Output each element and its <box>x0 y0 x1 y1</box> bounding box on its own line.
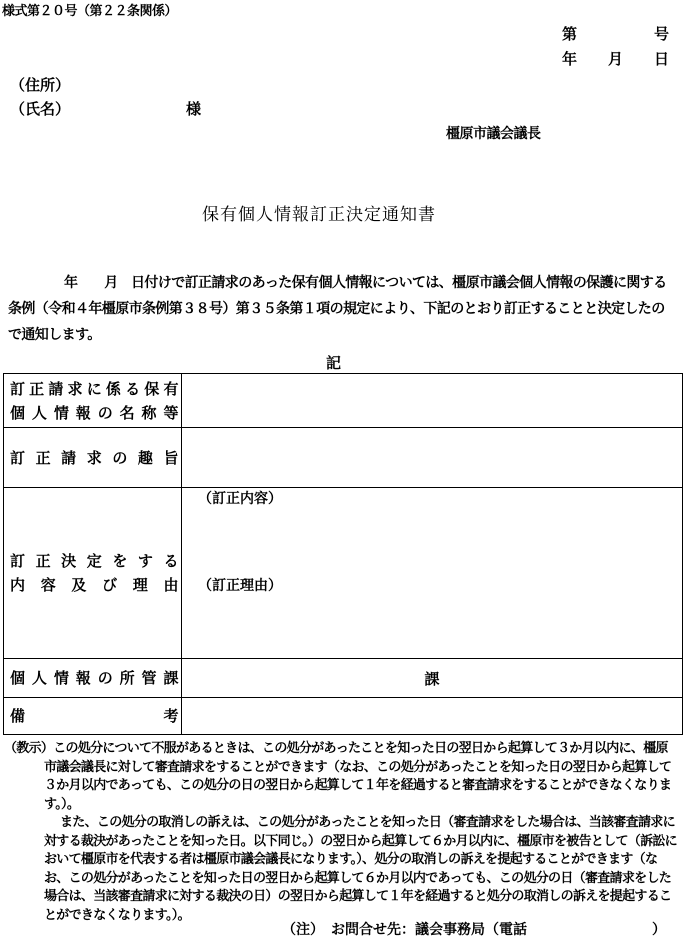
row4-value-cell[interactable] <box>182 659 683 698</box>
table-row <box>4 374 683 428</box>
body-text: 年 月 日付けで訂正請求のあった保有個人情報については、橿原市議会個人情報の保護に関する条例（令和４年橿原市条例第３８号）第３５条第１項の規定により、下記のとおり訂正することと決定したので通知します。 <box>8 275 667 343</box>
contact-footer-close: ） <box>652 922 666 938</box>
ki-marker: 記 <box>326 354 342 372</box>
recipient-address-label: （住所） <box>10 76 71 94</box>
row5-value-cell[interactable] <box>182 698 683 735</box>
document-number-label: 第 <box>562 25 578 43</box>
row1-value-cell[interactable] <box>182 374 683 428</box>
correction-reason-label: （訂正理由） <box>198 578 282 594</box>
table-row <box>4 698 683 735</box>
row4-label-cell <box>4 659 182 698</box>
row5-label: 備 考 <box>10 707 179 725</box>
correction-content-label: （訂正内容） <box>198 491 282 507</box>
table-row <box>4 488 683 659</box>
document-number-suffix: 号 <box>654 25 670 43</box>
table-row <box>4 659 683 698</box>
row1-label-line1: 訂正請求に係る保有 <box>10 379 179 398</box>
row2-label-cell <box>4 428 182 488</box>
instruction-paragraph-2: また、この処分の取消しの訴えは、この処分があったことを知った日（審査請求をした場合は、当該審査請求に対する裁決があったことを知った日。以下同じ。）の翌日から起算して６か月以内に、橿原市を被告として（訴訟において橿原市を代表する者は橿原市議会議長になります。）、処分の取消しの訴えを提起することができます（なお、この処分があったことを知った日の翌日から起算して６か月以内であっても、この処分の日（審査請求をした場合は、当該審査請求に対する裁決の日）の翌日から起算して１年を経過すると処分の取消しの訴えを提起することができなくなります。）。 <box>44 815 677 923</box>
recipient-honorific: 様 <box>186 100 202 118</box>
instruction-notes <box>4 740 680 925</box>
decision-table <box>3 373 683 735</box>
document-title: 保有個人情報訂正決定通知書 <box>202 205 436 225</box>
form-id: 様式第２０号（第２２条関係） <box>2 4 178 19</box>
row3-value-cell[interactable] <box>182 488 683 659</box>
row2-label: 訂正請求の趣旨 <box>10 448 179 467</box>
row1-label-line2: 個人情報の名称等 <box>10 403 179 422</box>
row2-value-cell[interactable] <box>182 428 683 488</box>
table-row <box>4 428 683 488</box>
date-month-label: 月 <box>608 50 624 68</box>
contact-footer: （注） お問合せ先：議会事務局（電話 <box>282 922 527 938</box>
date-year-label: 年 <box>562 50 578 68</box>
recipient-name-label: （氏名） <box>10 100 71 118</box>
date-day-label: 日 <box>654 50 670 68</box>
row1-label <box>4 374 182 428</box>
department-suffix: 課 <box>424 669 440 688</box>
row5-label-cell <box>4 698 182 735</box>
row4-label: 個人情報の所管課 <box>10 669 179 687</box>
row3-label-cell <box>4 488 182 659</box>
row3-label-line1: 訂正決定をする <box>10 552 179 570</box>
instruction-paragraph-1: （教示）この処分について不服があるときは、この処分があったことを知った日の翌日から起算して３か月以内に、橿原市議会議長に対して審査請求をすることができます（なお、この処分があったことを知った日の翌日から起算して３か月以内であっても、この処分の日の翌日から起算して１年を経過すると審査請求をすることができなくなります。）。 <box>4 741 672 812</box>
row3-label-line2: 内容及び理由 <box>10 576 179 594</box>
issuer: 橿原市議会議長 <box>446 126 541 142</box>
